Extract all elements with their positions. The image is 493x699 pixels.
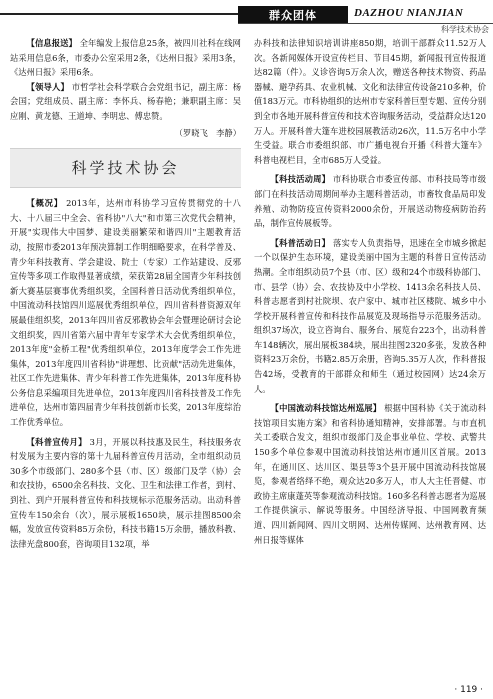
paragraph-continued: 办科技和法律知识培训讲座850期，培训干部群众11.52万人次。各新闻媒体开设宣传栏目、节目45期，新闻报刊宣传报道达82篇（件）。义诊咨询5万余人次，赠送各种技术物资、药品器械、避孕药具、农业机械、文化和法律宣传设备210多种，价值183万元。市科协组织的达州市专家科普巨型专题、宣传分别到全市各地开展科普宣传和技术咨询服务活动，受益群众达120万人。开展科普大篷车进校园展教活动26次，11.5万名中小学生受益。联合市委组织部、市广播电视台开播《科普大篷车》科普电视栏目，全市685万人受益。 (254, 38, 486, 165)
paragraph-leaders (10, 80, 241, 124)
text-tech-week: 市科协联合市委宣传部、市科技局等市级部门在科技活动周期间举办主题科普活动，市畜牧食品局印发养殖、动物防疫宣传资料2000余份，开展送动物疫病防治药品，制作宣传展板等。 (254, 174, 486, 229)
tag-science-day: 【科普活动日】 (270, 237, 331, 248)
tag-info-report: 【信息报送】 (26, 38, 77, 48)
text-science-month: 3月，开展以科技惠及民生，科技服务农村发展为主要内容的第十九届科普宣传月活动，全市组织动员30多个市级部门、280多个县（市、区）级部门及学（协）会和农技协，6500余名科技、文化、卫生和法律工作者，到村、到社、到户开展科普宣传和科技规标示范服务活动。出动科普宣传车150余台（次），展示展板1650块，展示挂图8500余幅，发放宣传资料85万余份，科技书籍15万余册，播放科教、法律光盘800套，咨询项目132项，举 (10, 436, 241, 549)
tag-science-month: 【科普宣传月】 (26, 436, 87, 447)
tag-overview: 【概况】 (26, 198, 63, 209)
right-column (254, 36, 486, 547)
header-subtitle: 科学技术协会 (441, 25, 489, 34)
paragraph-mobile-museum (254, 401, 486, 547)
paragraph-science-month (10, 435, 241, 552)
page-number: · 119 · (454, 685, 483, 695)
header-journal-name: DAZHOU NIANJIAN (354, 7, 464, 19)
text-science-day: 落实专人负责指导，迅速在全市城乡掀起一个以保护生态环境，建设美丽中国为主题的科普日宣传活动热潮。全市组织动员7个县（市、区）级和24个市级科协部门、市、县学（协）会、农技协及中小学校、1413余名科技人员、科普志愿者到村社院坝、农户家中、城市社区楼院、城乡中小学校开展科普宣传和科技作品展览及现场指导示范服务活动。组织37场次，设立咨询台、服务台、展览台223个，出动科普车148辆次，展出展板384块，展出挂图2320多张，发放各种资料23万余份，书籍2.85万余册，咨询5.35万人次，作科普报告42场，受教育的干部群众和师生（通过校园网）达24余万人。 (254, 237, 486, 394)
left-column (10, 36, 241, 551)
paragraph-tech-week (254, 172, 486, 230)
text-mobile-museum: 根据中国科协《关于流动科技馆项目实施方案》和省科协通知精神，安排部署。与市直机关工委联合发文，组织市级部门及企事业单位、学校、武警共150多个单位参观中国流动科技馆达州市通川区首展。2013年，在通川区、达川区、渠县等3个县开展中国流动科技馆展览，参观者络绎不绝，观众达20多万人，市人大主任晋健、市政协主席康蓬英等参观流动科技馆。160多名科普志愿者为巡展工作提供演示、解说等服务。中国经济导报、中国网教育频道、四川新闻网、四川文明网、达州传媒网、达州教育网、达州日报等媒体 (254, 403, 486, 545)
section-title-banner: 科学技术协会 (10, 148, 241, 188)
author-signature: （罗晓飞 李静） (174, 127, 241, 138)
text-leaders: 市哲学社会科学联合会党组书记，副主席：杨会国；党组成员、副主席：李怀兵、杨春艳；兼职副主席：吴应刚、黄龙德、王道坤、李明忠、傅忠赞。 (10, 81, 241, 121)
paragraph-overview (10, 196, 241, 430)
text-overview: 2013年，达州市科协学习宣传贯彻党的十八大、十八届三中全会、省科协"八大"和市第三次党代会精神，开展"实现伟大中国梦、建设美丽繁荣和谐四川"主题教育活动，按照市委2013年预决算制工作明细略要求，在科学普及、青少年科技教育、学会建设、院士（专家）工作站建设、反邪宣传等多项工作取得显著成绩，荣获第28届全国青少年科技创新大赛基层赛事优秀组织奖，全国科普日活动优秀组织单位，中国流动科技馆四川巡展优秀组织单位，四川省科普资源双年展最佳组织奖，2013年四川省反邪教协会年会暨理论研讨会论文组织奖，四川省第六届中青年专家学术大会优秀组织单位，2013年度"金桥工程"优秀组织单位，2013年度学会工作先进集体，2013年度四川省科协"讲理想、比贡献"活动先进集体，社区工作先进集体、青少年科普工作先进集体，2013年度科协公务信息采编项目先进单位，2013年度四川省科技普及工作先进单位，达州市第四届青少年科技创新市长奖，2013年度综治工作优秀单位。 (10, 198, 241, 428)
header-section-box: 群众团体 (238, 6, 348, 23)
tag-tech-week: 【科技活动周】 (270, 174, 331, 185)
tag-leaders: 【领导人】 (26, 81, 69, 92)
text-info-report: 全年编发上报信息25条，被四川社科在线网站采用信息6条，市委办公室采用2条，《达州日报》采用3条，《达州日报》采用6条。 (10, 38, 241, 78)
tag-mobile-museum: 【中国流动科技馆达州巡展】 (270, 403, 382, 414)
header-rule (0, 13, 238, 15)
paragraph-science-day (254, 236, 486, 397)
paragraph-info-report (10, 36, 241, 80)
